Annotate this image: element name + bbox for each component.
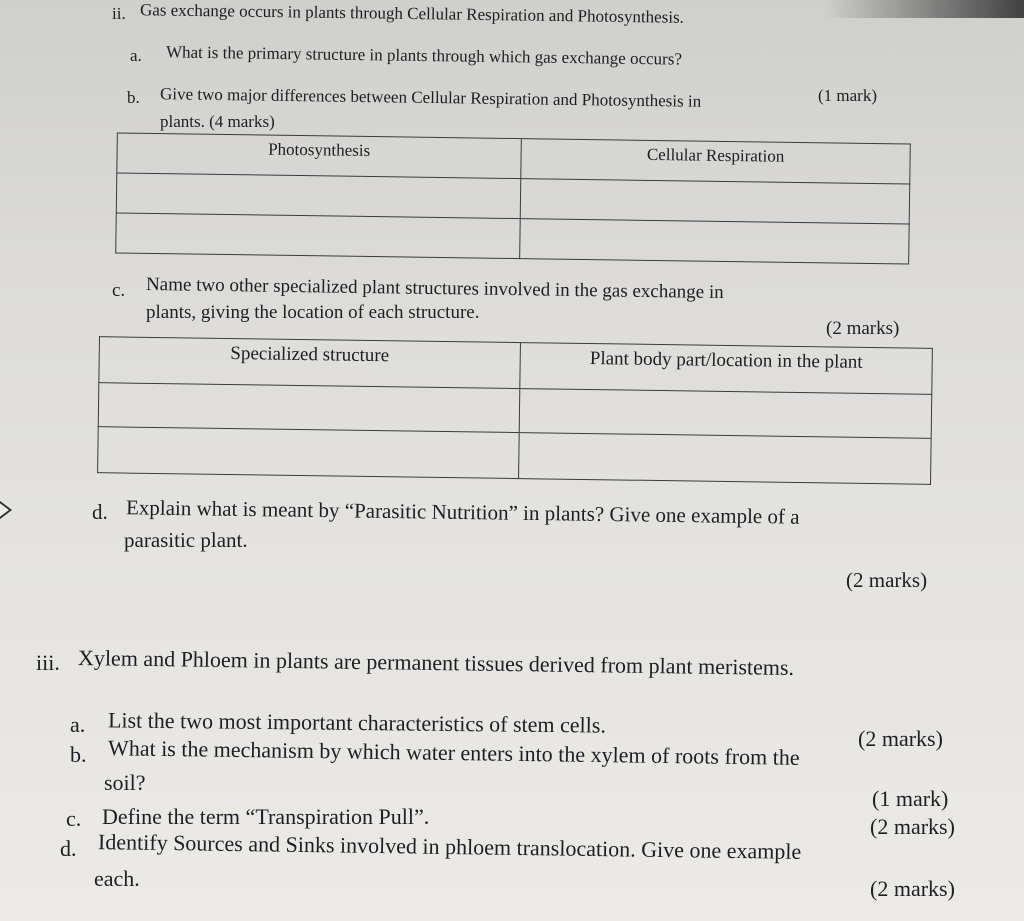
- cursor-arrow-icon: [0, 498, 12, 522]
- question-iii-b-label: b.: [70, 742, 87, 767]
- question-ii-c-text-line1: Name two other specialized plant structures involved in the gas exchange in: [145, 273, 724, 304]
- question-iii-b-text-line1: What is the mechanism by which water enters into the xylem of roots from the: [107, 735, 800, 770]
- question-ii-d-text-line2: parasitic plant.: [124, 528, 248, 552]
- question-iii-b-text-line2: soil?: [104, 770, 146, 795]
- question-ii-a-marks: (1 mark): [818, 86, 878, 105]
- question-iii-c-label: c.: [66, 806, 82, 831]
- question-iii-d-text-line1: Identify Sources and Sinks involved in phloem translocation. Give one example: [97, 829, 802, 864]
- answer-cell[interactable]: [520, 179, 910, 224]
- section-iii-intro: Xylem and Phloem in plants are permanent tissues derived from plant meristems.: [77, 645, 795, 680]
- question-iii-b-marks: (1 mark): [872, 786, 949, 811]
- header-plant-location: Plant body part/location in the plant: [520, 343, 933, 395]
- question-ii-d-text-line1: Explain what is meant by “Parasitic Nutrition” in plants? Give one example of a: [125, 495, 800, 529]
- question-iii-a-marks: (2 marks): [858, 726, 943, 751]
- question-ii-c-text-line2: plants, giving the location of each structure.: [146, 302, 480, 323]
- structures-table: [97, 336, 933, 485]
- answer-cell[interactable]: [98, 427, 520, 479]
- question-iii-d-marks: (2 marks): [870, 876, 955, 901]
- header-photosynthesis: Photosynthesis: [117, 133, 522, 179]
- question-ii-d-marks: (2 marks): [846, 568, 928, 592]
- question-ii-d-label: d.: [92, 500, 108, 524]
- answer-cell[interactable]: [520, 219, 910, 264]
- question-ii-c-label: c.: [112, 280, 126, 301]
- page-shadow: [824, 0, 1024, 18]
- differences-table: [115, 132, 911, 264]
- section-ii-number: ii.: [112, 4, 126, 23]
- question-ii-b-text-line2: plants. (4 marks): [160, 112, 275, 131]
- section-iii-number: iii.: [36, 650, 60, 675]
- question-iii-c-text: Define the term “Transpiration Pull”.: [102, 804, 430, 829]
- header-specialized-structure: Specialized structure: [99, 337, 521, 389]
- question-iii-c-marks: (2 marks): [870, 814, 955, 839]
- question-ii-a-label: a.: [130, 46, 142, 65]
- header-cellular-respiration: Cellular Respiration: [521, 139, 911, 184]
- question-ii-b-text-line1: Give two major differences between Cellular Respiration and Photosynthesis in: [159, 84, 702, 111]
- answer-cell[interactable]: [519, 389, 932, 439]
- answer-cell[interactable]: [116, 173, 521, 219]
- question-iii-a-label: a.: [70, 712, 86, 737]
- question-iii-a-text: List the two most important characteristics of stem cells.: [107, 707, 607, 738]
- question-ii-a-text: What is the primary structure in plants through which gas exchange occurs?: [165, 42, 683, 69]
- question-ii-c-marks: (2 marks): [826, 318, 900, 339]
- answer-cell[interactable]: [116, 213, 521, 259]
- question-iii-d-label: d.: [60, 836, 77, 861]
- answer-cell[interactable]: [98, 383, 520, 433]
- answer-cell[interactable]: [519, 433, 932, 485]
- question-ii-b-label: b.: [127, 88, 140, 107]
- section-ii-intro: Gas exchange occurs in plants through Cellular Respiration and Photosynthesis.: [139, 0, 685, 27]
- question-iii-d-text-line2: each.: [94, 866, 140, 891]
